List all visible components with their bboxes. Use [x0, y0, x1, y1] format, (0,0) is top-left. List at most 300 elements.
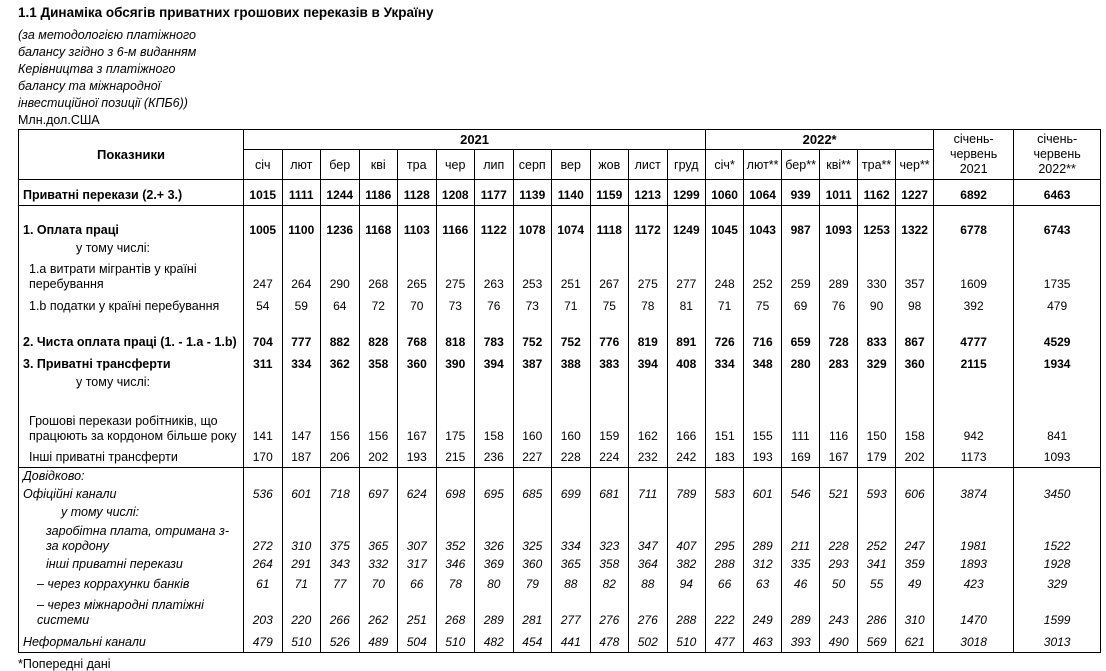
- value-cell: 187: [282, 446, 321, 468]
- value-cell: 151: [706, 392, 744, 446]
- value-cell: [359, 240, 398, 258]
- value-cell: 1227: [896, 180, 934, 206]
- row-label: Довідково:: [19, 468, 244, 487]
- total-cell: 4777: [934, 316, 1014, 352]
- value-cell: 203: [244, 594, 283, 630]
- value-cell: 289: [744, 522, 782, 556]
- value-cell: 162: [629, 392, 668, 446]
- value-cell: 224: [590, 446, 629, 468]
- value-cell: 704: [244, 316, 283, 352]
- value-cell: 289: [820, 258, 858, 294]
- value-cell: 323: [590, 522, 629, 556]
- row-label: інші приватні перекази: [19, 556, 244, 574]
- value-cell: 365: [359, 522, 398, 556]
- value-cell: 252: [858, 522, 896, 556]
- month-header: лип: [475, 150, 514, 180]
- month-header: кві: [359, 150, 398, 180]
- table-row: [19, 180, 1101, 206]
- value-cell: 310: [282, 522, 321, 556]
- total-cell: [1014, 468, 1101, 487]
- row-label: Офіційні канали: [19, 486, 244, 504]
- value-cell: 659: [782, 316, 820, 352]
- value-cell: 251: [398, 594, 437, 630]
- value-cell: 789: [667, 486, 706, 504]
- value-cell: 510: [436, 630, 475, 652]
- value-cell: 728: [820, 316, 858, 352]
- value-cell: [513, 468, 552, 487]
- value-cell: 360: [398, 352, 437, 374]
- value-cell: 819: [629, 316, 668, 352]
- value-cell: 383: [590, 352, 629, 374]
- value-cell: 546: [782, 486, 820, 504]
- value-cell: 482: [475, 630, 514, 652]
- value-cell: 711: [629, 486, 668, 504]
- value-cell: 882: [321, 316, 360, 352]
- value-cell: 1213: [629, 180, 668, 206]
- value-cell: [475, 374, 514, 392]
- table-header: [19, 130, 1101, 180]
- value-cell: 262: [359, 594, 398, 630]
- row-label: Приватні перекази (2.+ 3.): [19, 180, 244, 206]
- year-group-header: 2022*: [706, 130, 934, 150]
- value-cell: 329: [858, 352, 896, 374]
- value-cell: 295: [706, 522, 744, 556]
- value-cell: 61: [244, 574, 283, 594]
- total-cell: 1173: [934, 446, 1014, 468]
- table-row: [19, 352, 1101, 374]
- value-cell: 388: [552, 352, 591, 374]
- value-cell: [896, 504, 934, 522]
- total-cell: 1928: [1014, 556, 1101, 574]
- value-cell: 382: [667, 556, 706, 574]
- value-cell: 477: [706, 630, 744, 652]
- unit-label: Млн.дол.США: [18, 113, 100, 127]
- value-cell: [820, 240, 858, 258]
- value-cell: 1244: [321, 180, 360, 206]
- total-cell: 3874: [934, 486, 1014, 504]
- month-header: лют**: [744, 150, 782, 180]
- value-cell: 1111: [282, 180, 321, 206]
- value-cell: 347: [629, 522, 668, 556]
- value-cell: 49: [896, 574, 934, 594]
- value-cell: [475, 504, 514, 522]
- value-cell: [629, 468, 668, 487]
- value-cell: 264: [282, 258, 321, 294]
- value-cell: [244, 468, 283, 487]
- value-cell: 281: [513, 594, 552, 630]
- value-cell: 479: [244, 630, 283, 652]
- value-cell: [398, 468, 437, 487]
- value-cell: 268: [359, 258, 398, 294]
- value-cell: [858, 504, 896, 522]
- value-cell: 1299: [667, 180, 706, 206]
- value-cell: 111: [782, 392, 820, 446]
- total-cell: 6743: [1014, 206, 1101, 240]
- month-header: січ*: [706, 150, 744, 180]
- value-cell: 1159: [590, 180, 629, 206]
- row-label: Інші приватні трансферти: [19, 446, 244, 468]
- value-cell: 73: [436, 294, 475, 316]
- value-cell: 288: [667, 594, 706, 630]
- value-cell: [359, 504, 398, 522]
- value-cell: 289: [782, 594, 820, 630]
- value-cell: 289: [475, 594, 514, 630]
- value-cell: [667, 504, 706, 522]
- value-cell: [629, 240, 668, 258]
- value-cell: 291: [282, 556, 321, 574]
- value-cell: [244, 504, 283, 522]
- total-column-header: січень-червень 2022**: [1014, 130, 1101, 180]
- total-cell: [934, 504, 1014, 522]
- value-cell: 393: [782, 630, 820, 652]
- total-cell: 479: [1014, 294, 1101, 316]
- value-cell: [744, 374, 782, 392]
- value-cell: 695: [475, 486, 514, 504]
- value-cell: [896, 240, 934, 258]
- value-cell: [552, 504, 591, 522]
- value-cell: [475, 240, 514, 258]
- value-cell: 502: [629, 630, 668, 652]
- total-cell: 392: [934, 294, 1014, 316]
- table-row: [19, 468, 1101, 487]
- value-cell: 155: [744, 392, 782, 446]
- value-cell: 64: [321, 294, 360, 316]
- total-cell: 2115: [934, 352, 1014, 374]
- table-body: [19, 180, 1101, 653]
- month-header: груд: [667, 150, 706, 180]
- value-cell: 75: [590, 294, 629, 316]
- value-cell: 78: [629, 294, 668, 316]
- value-cell: [590, 504, 629, 522]
- value-cell: 98: [896, 294, 934, 316]
- value-cell: 179: [858, 446, 896, 468]
- value-cell: 601: [744, 486, 782, 504]
- value-cell: 1208: [436, 180, 475, 206]
- value-cell: [706, 468, 744, 487]
- value-cell: [398, 374, 437, 392]
- total-cell: 329: [1014, 574, 1101, 594]
- value-cell: 167: [398, 392, 437, 446]
- value-cell: [858, 240, 896, 258]
- value-cell: 939: [782, 180, 820, 206]
- value-cell: 478: [590, 630, 629, 652]
- value-cell: 606: [896, 486, 934, 504]
- value-cell: 159: [590, 392, 629, 446]
- table-row: [19, 294, 1101, 316]
- value-cell: 510: [667, 630, 706, 652]
- value-cell: 202: [896, 446, 934, 468]
- value-cell: 259: [782, 258, 820, 294]
- value-cell: 325: [513, 522, 552, 556]
- value-cell: 69: [782, 294, 820, 316]
- value-cell: 1060: [706, 180, 744, 206]
- value-cell: 211: [782, 522, 820, 556]
- value-cell: 183: [706, 446, 744, 468]
- value-cell: 166: [667, 392, 706, 446]
- value-cell: 228: [820, 522, 858, 556]
- value-cell: 202: [359, 446, 398, 468]
- value-cell: 277: [552, 594, 591, 630]
- value-cell: [513, 504, 552, 522]
- value-cell: 88: [629, 574, 668, 594]
- total-cell: 1522: [1014, 522, 1101, 556]
- value-cell: 536: [244, 486, 283, 504]
- value-cell: 828: [359, 316, 398, 352]
- value-cell: 334: [706, 352, 744, 374]
- value-cell: 360: [896, 352, 934, 374]
- table-row: [19, 556, 1101, 574]
- row-label: 3. Приватні трансферти: [19, 352, 244, 374]
- value-cell: 1177: [475, 180, 514, 206]
- value-cell: 768: [398, 316, 437, 352]
- value-cell: 275: [436, 258, 475, 294]
- value-cell: 752: [513, 316, 552, 352]
- value-cell: 408: [667, 352, 706, 374]
- value-cell: 75: [744, 294, 782, 316]
- year-group-header: 2021: [244, 130, 706, 150]
- value-cell: [667, 374, 706, 392]
- value-cell: 335: [782, 556, 820, 574]
- value-cell: 272: [244, 522, 283, 556]
- value-cell: 55: [858, 574, 896, 594]
- total-cell: 6778: [934, 206, 1014, 240]
- value-cell: 264: [244, 556, 283, 574]
- value-cell: 175: [436, 392, 475, 446]
- row-label: – через коррахунки банків: [19, 574, 244, 594]
- value-cell: 330: [858, 258, 896, 294]
- methodology-note: (за методологією платіжного балансу згідно з 6-м виданням Керівництва з платіжного балансу та міжнародної інвестиційної позиції (КПБ6)): [18, 28, 197, 110]
- table-row: [19, 630, 1101, 652]
- value-cell: 290: [321, 258, 360, 294]
- total-cell: [934, 374, 1014, 392]
- value-cell: 150: [858, 392, 896, 446]
- value-cell: 193: [398, 446, 437, 468]
- value-cell: 358: [590, 556, 629, 574]
- value-cell: [820, 504, 858, 522]
- value-cell: 346: [436, 556, 475, 574]
- value-cell: 776: [590, 316, 629, 352]
- value-cell: 220: [282, 594, 321, 630]
- value-cell: 362: [321, 352, 360, 374]
- value-cell: 248: [706, 258, 744, 294]
- month-header: бер: [321, 150, 360, 180]
- value-cell: 489: [359, 630, 398, 652]
- total-cell: [1014, 504, 1101, 522]
- value-cell: 697: [359, 486, 398, 504]
- value-cell: [321, 468, 360, 487]
- value-cell: [359, 468, 398, 487]
- table-row: [19, 206, 1101, 240]
- month-header: тра: [398, 150, 437, 180]
- month-header: жов: [590, 150, 629, 180]
- value-cell: 160: [513, 392, 552, 446]
- total-cell: 1609: [934, 258, 1014, 294]
- value-cell: 1236: [321, 206, 360, 240]
- value-cell: 390: [436, 352, 475, 374]
- value-cell: 375: [321, 522, 360, 556]
- value-cell: 1128: [398, 180, 437, 206]
- value-cell: [552, 240, 591, 258]
- value-cell: 1100: [282, 206, 321, 240]
- value-cell: [436, 468, 475, 487]
- value-cell: 490: [820, 630, 858, 652]
- value-cell: 54: [244, 294, 283, 316]
- total-cell: 6463: [1014, 180, 1101, 206]
- value-cell: 387: [513, 352, 552, 374]
- value-cell: 867: [896, 316, 934, 352]
- value-cell: 310: [896, 594, 934, 630]
- value-cell: [782, 240, 820, 258]
- value-cell: [896, 374, 934, 392]
- value-cell: 699: [552, 486, 591, 504]
- value-cell: 236: [475, 446, 514, 468]
- value-cell: 681: [590, 486, 629, 504]
- total-cell: 1470: [934, 594, 1014, 630]
- value-cell: 160: [552, 392, 591, 446]
- total-cell: 4529: [1014, 316, 1101, 352]
- value-cell: 158: [475, 392, 514, 446]
- page-title: 1.1 Динаміка обсягів приватних грошових переказів в Україну: [18, 5, 434, 20]
- month-header: чер**: [896, 150, 934, 180]
- value-cell: 277: [667, 258, 706, 294]
- value-cell: 317: [398, 556, 437, 574]
- value-cell: 624: [398, 486, 437, 504]
- value-cell: 1322: [896, 206, 934, 240]
- value-cell: 569: [858, 630, 896, 652]
- month-header: січ: [244, 150, 283, 180]
- value-cell: [436, 240, 475, 258]
- value-cell: 1172: [629, 206, 668, 240]
- value-cell: 73: [513, 294, 552, 316]
- total-cell: 1893: [934, 556, 1014, 574]
- value-cell: [706, 374, 744, 392]
- value-cell: [321, 240, 360, 258]
- value-cell: 50: [820, 574, 858, 594]
- value-cell: [244, 374, 283, 392]
- month-header: лист: [629, 150, 668, 180]
- value-cell: [282, 240, 321, 258]
- value-cell: [398, 240, 437, 258]
- value-cell: [858, 468, 896, 487]
- footnote: *Попередні дані: [18, 656, 111, 671]
- value-cell: [552, 374, 591, 392]
- value-cell: 94: [667, 574, 706, 594]
- value-cell: 147: [282, 392, 321, 446]
- total-cell: 3450: [1014, 486, 1101, 504]
- value-cell: 243: [820, 594, 858, 630]
- value-cell: [782, 504, 820, 522]
- value-cell: 334: [552, 522, 591, 556]
- total-cell: [1014, 374, 1101, 392]
- value-cell: 307: [398, 522, 437, 556]
- value-cell: 90: [858, 294, 896, 316]
- value-cell: 818: [436, 316, 475, 352]
- value-cell: 504: [398, 630, 437, 652]
- value-cell: 621: [896, 630, 934, 652]
- value-cell: 358: [359, 352, 398, 374]
- value-cell: 311: [244, 352, 283, 374]
- transfers-table: [18, 129, 1101, 653]
- value-cell: 352: [436, 522, 475, 556]
- total-cell: [934, 468, 1014, 487]
- value-cell: 1005: [244, 206, 283, 240]
- value-cell: 81: [667, 294, 706, 316]
- month-header: бер**: [782, 150, 820, 180]
- value-cell: 394: [475, 352, 514, 374]
- value-cell: 251: [552, 258, 591, 294]
- value-cell: 1162: [858, 180, 896, 206]
- value-cell: 263: [475, 258, 514, 294]
- value-cell: [513, 240, 552, 258]
- value-cell: 170: [244, 446, 283, 468]
- table-row: [19, 316, 1101, 352]
- value-cell: 141: [244, 392, 283, 446]
- value-cell: 293: [820, 556, 858, 574]
- value-cell: 1064: [744, 180, 782, 206]
- month-header: тра**: [858, 150, 896, 180]
- total-cell: 942: [934, 392, 1014, 446]
- value-cell: 276: [629, 594, 668, 630]
- value-cell: 1078: [513, 206, 552, 240]
- table-row: [19, 594, 1101, 630]
- value-cell: [590, 240, 629, 258]
- value-cell: [513, 374, 552, 392]
- value-cell: 1249: [667, 206, 706, 240]
- value-cell: 232: [629, 446, 668, 468]
- total-cell: 1934: [1014, 352, 1101, 374]
- value-cell: 283: [820, 352, 858, 374]
- value-cell: 249: [744, 594, 782, 630]
- month-header: чер: [436, 150, 475, 180]
- row-label: у тому числі:: [19, 240, 244, 258]
- value-cell: 1186: [359, 180, 398, 206]
- value-cell: [896, 468, 934, 487]
- value-cell: 526: [321, 630, 360, 652]
- value-cell: 601: [282, 486, 321, 504]
- month-header: серп: [513, 150, 552, 180]
- value-cell: 266: [321, 594, 360, 630]
- value-cell: 1011: [820, 180, 858, 206]
- value-cell: 1253: [858, 206, 896, 240]
- value-cell: 275: [629, 258, 668, 294]
- value-cell: 169: [782, 446, 820, 468]
- month-header: кві**: [820, 150, 858, 180]
- value-cell: 1140: [552, 180, 591, 206]
- value-cell: 726: [706, 316, 744, 352]
- value-cell: 63: [744, 574, 782, 594]
- value-cell: [436, 504, 475, 522]
- value-cell: 1045: [706, 206, 744, 240]
- column-header-indicators: Показники: [19, 130, 244, 180]
- total-cell: 1599: [1014, 594, 1101, 630]
- value-cell: 215: [436, 446, 475, 468]
- value-cell: 72: [359, 294, 398, 316]
- value-cell: [321, 374, 360, 392]
- value-cell: 70: [359, 574, 398, 594]
- table-row: [19, 522, 1101, 556]
- value-cell: 343: [321, 556, 360, 574]
- value-cell: [706, 504, 744, 522]
- value-cell: 1093: [820, 206, 858, 240]
- row-label: Грошові перекази робітників, що працюють за кордоном більше року: [19, 392, 244, 446]
- value-cell: [744, 240, 782, 258]
- value-cell: 716: [744, 316, 782, 352]
- value-cell: 752: [552, 316, 591, 352]
- value-cell: 987: [782, 206, 820, 240]
- value-cell: 1122: [475, 206, 514, 240]
- value-cell: 407: [667, 522, 706, 556]
- value-cell: [629, 374, 668, 392]
